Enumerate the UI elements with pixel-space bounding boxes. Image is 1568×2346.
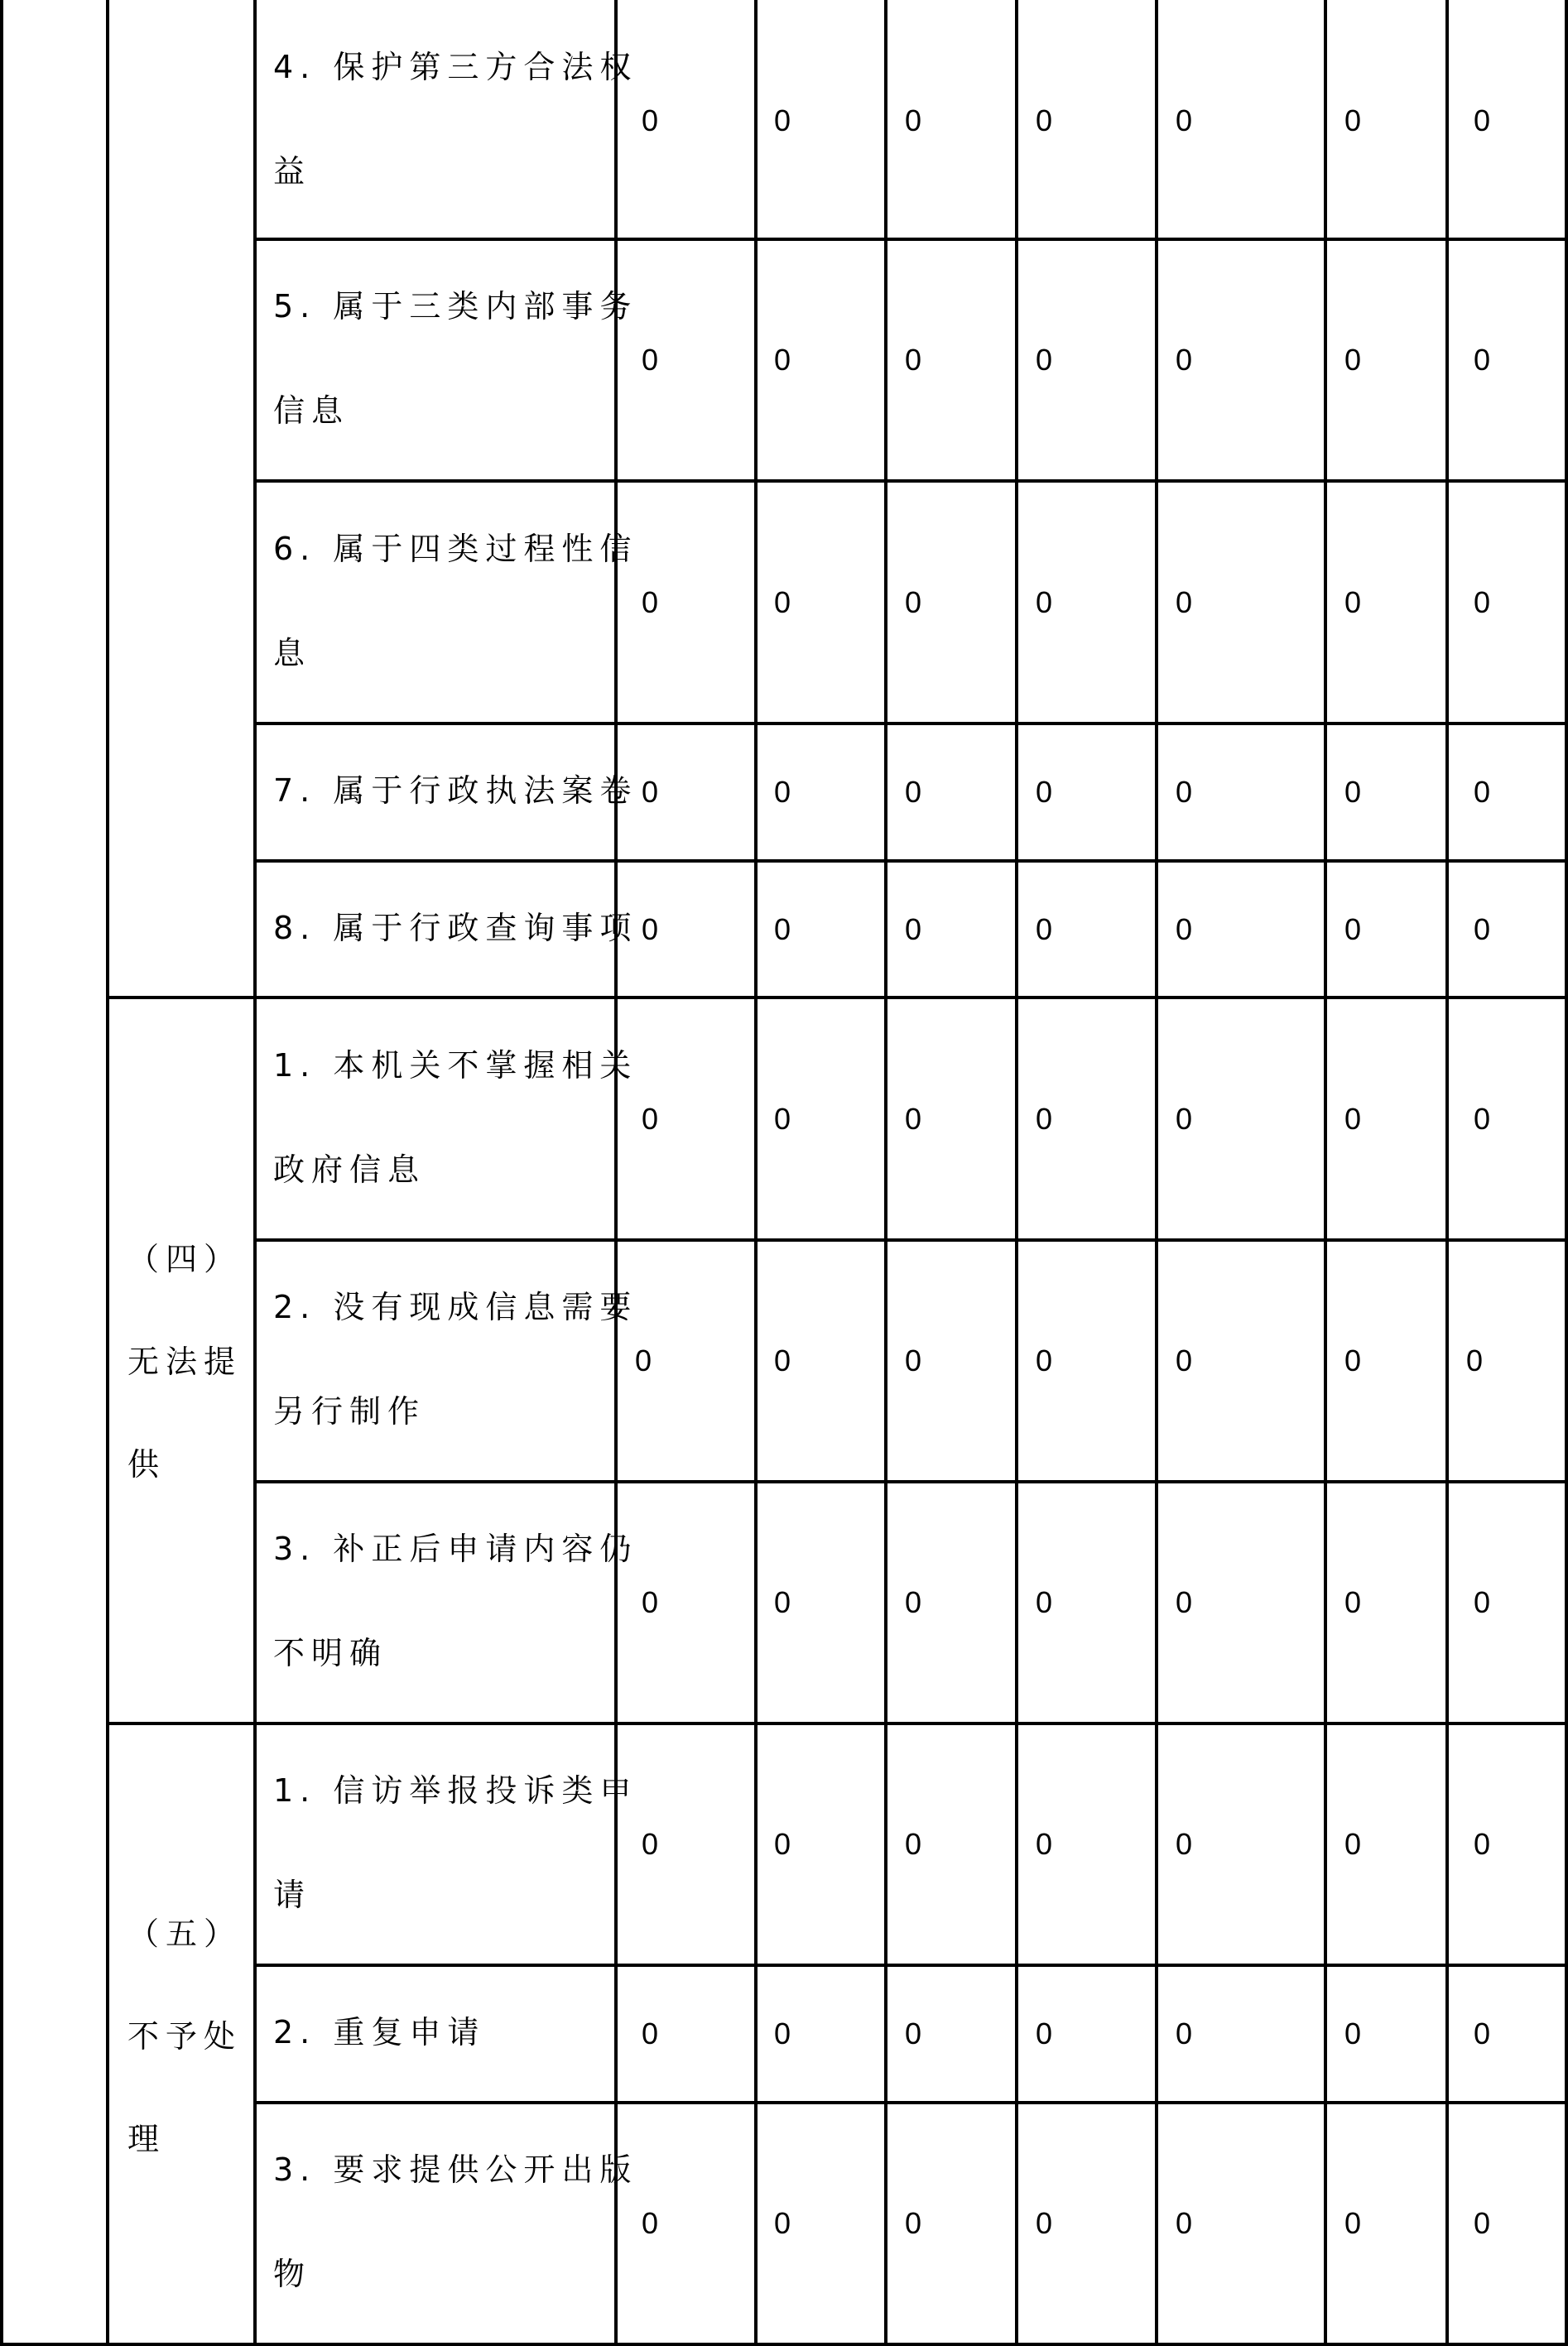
value-cell: 0 (1474, 2017, 1491, 2050)
group-label-line: （四） (127, 1241, 243, 1277)
value-cell: 0 (1344, 1585, 1362, 1619)
grid-line (1565, 0, 1568, 2346)
row-label-line: 2. 重复申请 (273, 2014, 486, 2050)
value-cell: 0 (1176, 775, 1193, 809)
grid-line (253, 479, 1568, 483)
row-label-line: 2. 没有现成信息需要 (273, 1289, 638, 1325)
grid-line (253, 1964, 1568, 1967)
row-label-line: 8. 属于行政查询事项 (273, 909, 638, 946)
value-cell: 0 (774, 2017, 791, 2050)
value-cell: 0 (1036, 2017, 1053, 2050)
row-label-line: 5. 属于三类内部事务 (273, 288, 638, 324)
row-label-line: 3. 补正后申请内容仍 (273, 1531, 638, 1567)
grid-line (253, 722, 1568, 725)
grid-line (253, 1238, 1568, 1242)
grid-line (253, 1480, 1568, 1483)
row-label-line: 信息 (273, 392, 350, 429)
row-label (273, 1255, 637, 1464)
row-label (273, 738, 637, 843)
row-label-line: 4. 保护第三方合法权 (273, 48, 638, 85)
value-cell: 0 (1344, 1827, 1362, 1861)
value-cell: 0 (1036, 584, 1053, 619)
row-label-line: 1. 本机关不掌握相关 (273, 1046, 638, 1084)
value-cell: 0 (1344, 1101, 1362, 1136)
value-cell: 0 (774, 1827, 791, 1861)
value-cell: 0 (1036, 1827, 1053, 1861)
value-cell: 0 (905, 343, 922, 377)
value-cell: 0 (774, 911, 791, 946)
value-cell: 0 (1036, 1585, 1053, 1619)
value-cell: 0 (774, 1101, 791, 1136)
value-cell: 0 (1176, 2017, 1193, 2050)
value-cell: 0 (1176, 2206, 1193, 2240)
grid-line (1445, 0, 1449, 2346)
value-cell: 0 (1036, 1101, 1053, 1136)
row-label-line: 息 (273, 634, 312, 671)
row-label (273, 497, 637, 705)
value-cell: 0 (642, 343, 659, 377)
value-cell: 0 (1466, 1344, 1484, 1377)
value-cell: 0 (774, 103, 791, 137)
row-label (273, 1013, 637, 1222)
value-cell: 0 (1344, 2017, 1362, 2050)
grid-line (253, 0, 257, 2346)
value-cell: 0 (1474, 775, 1491, 809)
value-cell: 0 (1176, 103, 1193, 137)
value-cell: 0 (905, 103, 922, 137)
value-cell: 0 (642, 2206, 659, 2240)
value-cell: 0 (774, 1344, 791, 1377)
row-label-line: 物 (273, 2256, 312, 2292)
grid-line (0, 0, 3, 2346)
value-cell: 0 (1344, 2206, 1362, 2240)
grid-line (1015, 0, 1018, 2346)
value-cell: 0 (774, 584, 791, 619)
row-label-line: 另行制作 (273, 1393, 426, 1430)
grid-line (1324, 0, 1327, 2346)
value-cell: 0 (774, 2206, 791, 2240)
row-label (273, 15, 637, 224)
value-cell: 0 (1344, 911, 1362, 946)
row-label-line: 政府信息 (273, 1151, 426, 1188)
value-cell: 0 (1176, 1827, 1193, 1861)
grid-line (253, 2101, 1568, 2104)
value-cell: 0 (774, 1585, 791, 1619)
value-cell: 0 (774, 343, 791, 377)
value-cell: 0 (1344, 103, 1362, 137)
value-cell: 0 (642, 911, 659, 946)
value-cell: 0 (905, 911, 922, 946)
value-cell: 0 (1036, 775, 1053, 809)
value-cell: 0 (905, 584, 922, 619)
value-cell: 0 (1474, 1585, 1491, 1619)
value-cell: 0 (1474, 584, 1491, 619)
grid-line (0, 2343, 1568, 2346)
value-cell: 0 (905, 2206, 922, 2240)
group-label-line: 理 (127, 2121, 166, 2157)
grid-line (253, 859, 1568, 863)
value-cell: 0 (642, 775, 659, 809)
value-cell: 0 (642, 1827, 659, 1861)
row-label-line: 6. 属于四类过程性信 (273, 530, 638, 567)
value-cell: 0 (905, 1344, 922, 1377)
grid-line (106, 0, 109, 2346)
value-cell: 0 (1176, 343, 1193, 377)
value-cell: 0 (774, 775, 791, 809)
value-cell: 0 (642, 1101, 659, 1136)
row-label (273, 2118, 637, 2326)
grid-line (106, 996, 1568, 999)
group-label-line: 供 (127, 1446, 166, 1483)
value-cell: 0 (905, 2017, 922, 2050)
group-label-line: （五） (127, 1916, 243, 1952)
value-cell: 0 (1344, 343, 1362, 377)
grid-line (1155, 0, 1158, 2346)
value-cell: 0 (1176, 1585, 1193, 1619)
row-label (273, 1738, 637, 1947)
row-label-line: 益 (273, 152, 312, 190)
value-cell: 0 (642, 1585, 659, 1619)
row-label (273, 254, 637, 463)
value-cell: 0 (1474, 343, 1491, 377)
value-cell: 0 (905, 1827, 922, 1861)
grid-line (754, 0, 758, 2346)
value-cell: 0 (1036, 343, 1053, 377)
value-cell: 0 (1036, 103, 1053, 137)
value-cell: 0 (1036, 911, 1053, 946)
value-cell: 0 (1344, 584, 1362, 619)
value-cell: 0 (1176, 584, 1193, 619)
grid-line (106, 1722, 1568, 1725)
row-label (273, 876, 637, 980)
value-cell: 0 (1474, 2206, 1491, 2240)
value-cell: 0 (1474, 1101, 1491, 1136)
group-label-five (127, 1882, 242, 2190)
value-cell: 0 (642, 103, 659, 137)
value-cell: 0 (905, 775, 922, 809)
grid-line (253, 238, 1568, 241)
value-cell: 0 (635, 1344, 652, 1377)
group-label-line: 不予处 (127, 2018, 243, 2055)
row-label-line: 1. 信访举报投诉类申 (273, 1772, 638, 1809)
value-cell: 0 (1176, 1344, 1193, 1377)
value-cell: 0 (1176, 911, 1193, 946)
grid-line (884, 0, 887, 2346)
value-cell: 0 (1474, 103, 1491, 137)
row-label-line: 不明确 (273, 1635, 388, 1671)
value-cell: 0 (642, 2017, 659, 2050)
row-label-line: 7. 属于行政执法案卷 (273, 772, 638, 809)
value-cell: 0 (905, 1585, 922, 1619)
row-label (273, 1497, 637, 1705)
value-cell: 0 (1176, 1101, 1193, 1136)
value-cell: 0 (1474, 911, 1491, 946)
value-cell: 0 (1344, 775, 1362, 809)
value-cell: 0 (1036, 2206, 1053, 2240)
value-cell: 0 (1344, 1344, 1362, 1377)
row-label (273, 1980, 485, 2084)
row-label-line: 请 (273, 1877, 312, 1913)
value-cell: 0 (905, 1101, 922, 1136)
group-label-line: 无法提 (127, 1344, 243, 1380)
value-cell: 0 (642, 584, 659, 619)
value-cell: 0 (1474, 1827, 1491, 1861)
row-label-line: 3. 要求提供公开出版 (273, 2151, 638, 2188)
value-cell: 0 (1036, 1344, 1053, 1377)
group-label-four (127, 1208, 242, 1516)
